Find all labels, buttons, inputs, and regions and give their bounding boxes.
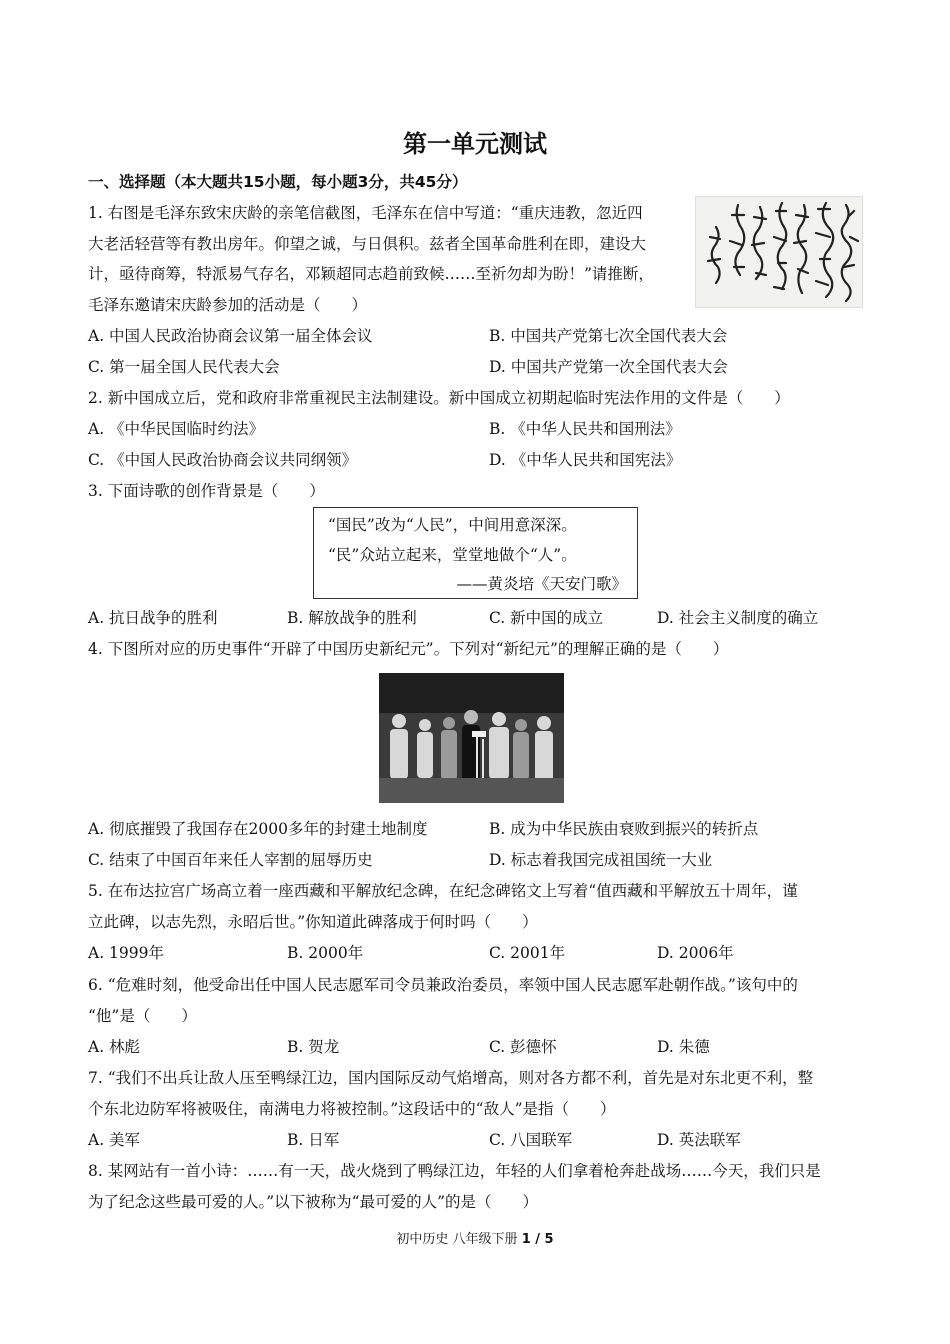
question-1-option-d: D. 中国共产党第一次全国代表大会: [489, 358, 728, 376]
poem-line-1: “国民”改为“人民”，中间用意深深。: [328, 516, 577, 534]
question-8-line-1: 8. 某网站有一首小诗：……有一天，战火烧到了鸭绿江边，年轻的人们拿着枪奔赴战场……今天，我们只是: [88, 1162, 821, 1180]
question-5-option-d: D. 2006年: [657, 944, 734, 962]
question-2-option-b: B. 《中华人民共和国刑法》: [489, 420, 681, 438]
question-4-option-c: C. 结束了中国百年来任人宰割的屈辱历史: [88, 851, 373, 869]
question-6-option-c: C. 彭德怀: [489, 1038, 557, 1056]
question-7-option-d: D. 英法联军: [657, 1131, 741, 1149]
question-6-line-1: 6. “危难时刻，他受命出任中国人民志愿军司令员兼政治委员，率领中国人民志愿军赴朝作战。”该句中的: [88, 976, 798, 994]
question-8-line-2: 为了纪念这些最可爱的人。”以下被称为“最可爱的人”的是（ ）: [88, 1193, 539, 1211]
question-1-option-c: C. 第一届全国人民代表大会: [88, 358, 280, 376]
question-2-line-1: 2. 新中国成立后，党和政府非常重视民主法制建设。新中国成立初期起临时宪法作用的文件是（ ）: [88, 389, 790, 407]
question-2-option-a: A. 《中华民国临时约法》: [88, 420, 265, 438]
question-7-line-1: 7. “我们不出兵让敌人压至鸭绿江边，国内国际反动气焰增高，则对各方都不利，首先是对东北更不利，整: [88, 1069, 814, 1087]
photo-figures: [379, 673, 564, 803]
footer-page-number: 1 / 5: [521, 1232, 554, 1247]
poem-line-2: “民”众站立起来，堂堂地做个“人”。: [328, 546, 577, 564]
question-3-line-1: 3. 下面诗歌的创作背景是（ ）: [88, 482, 325, 500]
question-1-line-1: 1. 右图是毛泽东致宋庆龄的亲笔信截图，毛泽东在信中写道：“重庆违教，忽近四: [88, 204, 643, 222]
question-6-option-b: B. 贺龙: [287, 1038, 340, 1056]
question-3-option-d: D. 社会主义制度的确立: [657, 609, 819, 627]
question-1-option-b: B. 中国共产党第七次全国代表大会: [489, 327, 728, 345]
footer-subject: 初中历史 八年级下册: [396, 1232, 518, 1247]
poem-attribution: ——黄炎培《天安门歌》: [456, 575, 627, 593]
question-6-option-d: D. 朱德: [657, 1038, 710, 1056]
calligraphy-strokes: [696, 197, 863, 308]
question-1-line-4: 毛泽东邀请宋庆龄参加的活动是（ ）: [88, 296, 368, 314]
question-5-line-2: 立此碑，以志先烈，永昭后世。”你知道此碑落成于何时吗（ ）: [88, 913, 538, 931]
question-7-option-b: B. 日军: [287, 1131, 340, 1149]
poem-box: [313, 507, 638, 599]
question-5-option-c: C. 2001年: [489, 944, 566, 962]
question-7-option-a: A. 美军: [88, 1131, 141, 1149]
question-3-option-b: B. 解放战争的胜利: [287, 609, 417, 627]
question-4-option-b: B. 成为中华民族由衰败到振兴的转折点: [489, 820, 759, 838]
question-7-line-2: 个东北边防军将被吸住，南满电力将被控制。”这段话中的“敌人”是指（ ）: [88, 1100, 616, 1118]
question-4-option-a: A. 彻底摧毁了我国存在2000多年的封建土地制度: [88, 820, 428, 838]
question-6-option-a: A. 林彪: [88, 1038, 141, 1056]
question-1-line-3: 计，亟待商筹，特派易气存名，邓颖超同志趋前致候……至祈勿却为盼！”请推断，: [88, 265, 654, 283]
question-2-option-c: C. 《中国人民政治协商会议共同纲领》: [88, 451, 358, 469]
page-footer: [0, 1228, 950, 1247]
question-1-option-a: A. 中国人民政治协商会议第一届全体会议: [88, 327, 373, 345]
question-7-option-c: C. 八国联军: [489, 1131, 573, 1149]
question-5-option-b: B. 2000年: [287, 944, 364, 962]
question-4-line-1: 4. 下图所对应的历史事件“开辟了中国历史新纪元”。下列对“新纪元”的理解正确的是（ ）: [88, 640, 729, 658]
page-title: 第一单元测试: [403, 130, 547, 158]
question-5-line-1: 5. 在布达拉宫广场高立着一座西藏和平解放纪念碑，在纪念碑铭文上写着“值西藏和平解放五十周年，谨: [88, 882, 798, 900]
question-3-option-c: C. 新中国的成立: [489, 609, 604, 627]
founding-ceremony-photo: [379, 673, 564, 803]
question-1-line-2: 大老活轻营等有教出房年。仰望之诚，与日俱积。兹者全国革命胜利在即，建设大: [88, 235, 647, 253]
question-2-option-d: D. 《中华人民共和国宪法》: [489, 451, 682, 469]
question-4-option-d: D. 标志着我国完成祖国统一大业: [489, 851, 713, 869]
mao-letter-calligraphy-image: [695, 196, 863, 308]
question-6-line-2: “他”是（ ）: [88, 1007, 197, 1025]
section-heading: 一、选择题（本大题共15小题，每小题3分，共45分）: [88, 173, 468, 191]
question-3-option-a: A. 抗日战争的胜利: [88, 609, 218, 627]
question-5-option-a: A. 1999年: [88, 944, 164, 962]
